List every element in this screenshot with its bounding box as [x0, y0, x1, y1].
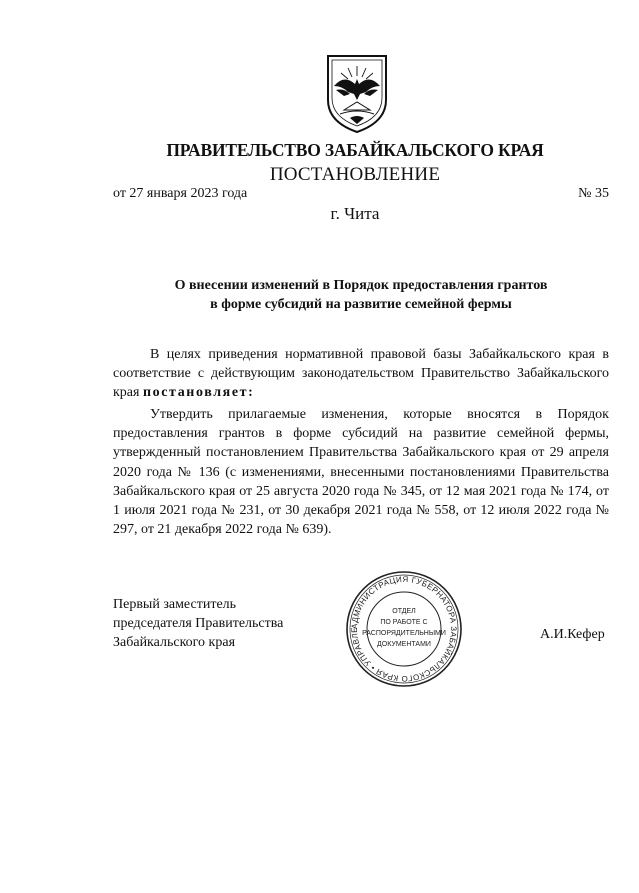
- body-paragraph-1: [113, 345, 609, 403]
- official-stamp: [345, 570, 463, 688]
- body-paragraph-2: Утвердить прилагаемые изменения, которые вносятся в Порядок предоставления грантов в форме субсидий на развитие семейной фермы, утвержденный постановлением Правительства Забайкальского края от 29 апреля 2020 года № 136 (с изменениями, внесенными постановлениями Правительства Забайкальского края от 25 августа 2020 года № 345, от 12 мая 2021 года № 174, от 1 июля 2021 года № 231, от 30 декабря 2021 года № 558, от 12 июля 2022 года № 297, от 21 декабря 2022 года № 639).: [113, 407, 609, 538]
- position-line-3: Забайкальского края: [113, 634, 236, 650]
- organization-name: ПРАВИТЕЛЬСТВО ЗАБАЙКАЛЬСКОГО КРАЯ: [166, 140, 544, 160]
- position-line-2: председателя Правительства: [113, 615, 284, 631]
- document-city: г. Чита: [330, 204, 380, 223]
- signatory-name: А.И.Кефер: [540, 627, 605, 642]
- document-number: № 35: [578, 186, 609, 201]
- document-type: ПОСТАНОВЛЕНИЕ: [269, 164, 441, 185]
- signatory-position: [113, 596, 283, 652]
- paragraph-1-text: В целях приведения нормативной правовой базы Забайкальского края в соответствие с действующим законодательством Правительство Забайкальского края: [113, 347, 609, 401]
- stamp-center-line-1: ОТДЕЛ: [392, 608, 416, 615]
- document-title: [113, 276, 609, 314]
- decree-keyword: постановляет:: [142, 385, 255, 401]
- stamp-center-line-4: ДОКУМЕНТАМИ: [377, 641, 431, 648]
- title-line-1: О внесении изменений в Порядок предоставления грантов: [174, 278, 548, 293]
- document-date: от 27 января 2023 года: [113, 186, 248, 201]
- title-line-2: в форме субсидий на развитие семейной фермы: [210, 297, 512, 312]
- stamp-ring-text: АДМИНИСТРАЦИЯ ГУБЕРНАТОРА ЗАБАЙКАЛЬСКОГО КРАЯ • УПРАВЛЕ: [349, 574, 459, 684]
- coat-of-arms-icon: [322, 52, 392, 134]
- stamp-center-line-2: ПО РАБОТЕ С: [380, 619, 428, 626]
- position-line-1: Первый заместитель: [113, 597, 237, 612]
- stamp-center-line-3: РАСПОРЯДИТЕЛЬНЫМИ: [362, 630, 446, 637]
